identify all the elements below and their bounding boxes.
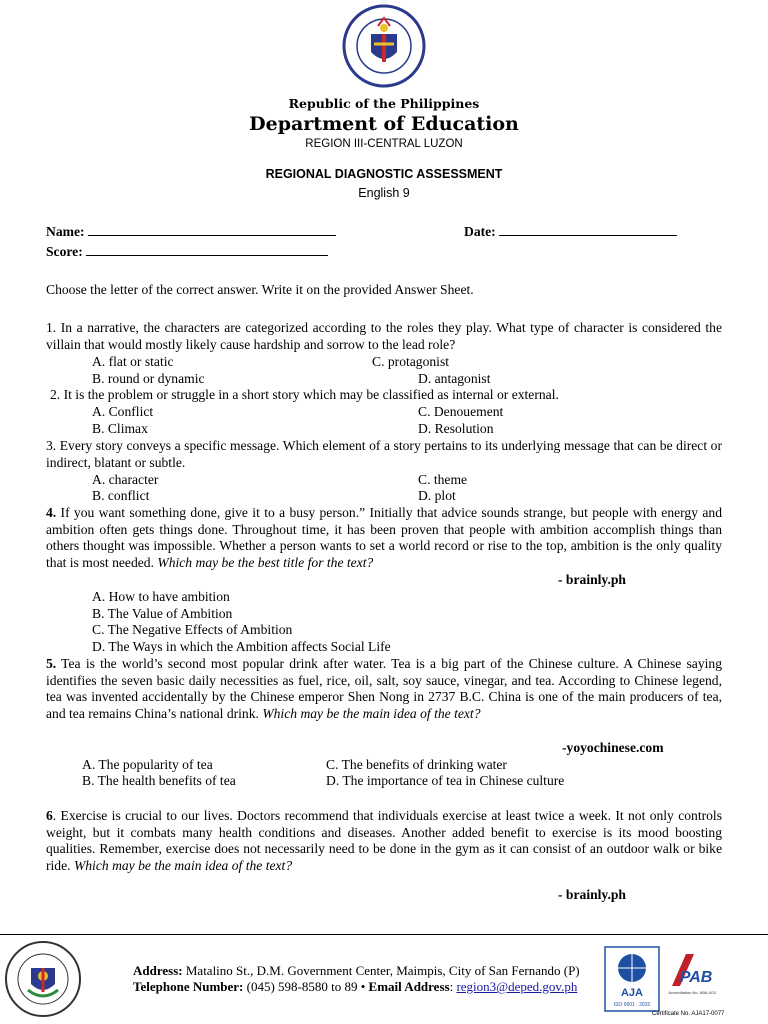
region-heading: REGION III-CENTRAL LUZON [305,138,463,150]
question-3: 3. Every story conveys a specific message. Which element of a story pertains to its underlying message that can be direct or indirect, blatant or subtle. [46,438,722,470]
pab-accreditation-logo [664,946,720,1012]
question-4 [46,505,722,572]
q1-option-b: B. round or dynamic [92,371,205,386]
name-blank[interactable] [88,223,336,236]
q5-option-c: C. The benefits of drinking water [326,757,507,772]
q4-passage: If you want something done, give it to a busy person.” Initially that advice sounds strange, but people with energy and ambition often gets things done. Throughout time, it has been proven that people with ambition accomplish things than others thought was impossible. Whether a person wants to set a world record or rise to the top, ambition is the only quality that is most needed. [46,505,722,571]
date-blank[interactable] [499,223,677,236]
q6-source: - brainly.ph [558,887,626,902]
q6-number: 6 [46,808,53,823]
q4-question: Which may be the best title for the text? [157,555,374,571]
footer-address [133,963,580,980]
q2-option-c: C. Denouement [418,404,504,419]
q5-source: -yoyochinese.com [562,740,664,755]
iso-text: ISO 9001 : 2015 [613,1002,651,1008]
address-value: Matalino St., D.M. Government Center, Maimpis, City of San Fernando (P) [182,963,580,978]
q5-option-b: B. The health benefits of tea [82,773,236,788]
deped-seal [342,4,426,88]
name-label: Name: [46,224,85,239]
score-field[interactable] [46,243,328,261]
q5-number: 5. [46,656,57,671]
q4-option-b: B. The Value of Ambition [92,606,233,621]
question-5 [46,656,722,723]
q3-option-c: C. theme [418,472,468,487]
q5-passage: Tea is the world’s second most popular drink after water. Tea is a big part of the Chinese culture. A Chinese saying identifies the seven basic daily necessities as fuel, rice, oil, salt, soy sauce, vinegar, and tea. According to Chinese legend, tea was invented accidentally by the Chinese emperor Shen Nong in 2737 B.C. China is one of the main producers of tea, and tea remains China’s national drink. [46,656,722,722]
question-2: 2. It is the problem or struggle in a short story which may be classified as internal or external. [50,387,559,402]
q2-option-a: A. Conflict [92,404,154,419]
question-6 [46,808,722,875]
phone-label: Telephone Number: [133,979,244,994]
date-label: Date: [464,224,496,239]
q4-option-c: C. The Negative Effects of Ambition [92,622,293,637]
q5-option-a: A. The popularity of tea [82,757,213,772]
q4-number: 4. [46,505,57,520]
score-label: Score: [46,244,83,259]
q4-option-a: A. How to have ambition [92,589,230,604]
q6-question: Which may be the main idea of the text? [73,858,293,874]
name-field[interactable] [46,223,336,241]
aja-certification-logo [604,946,660,1012]
q5-question: Which may be the main idea of the text? [262,706,481,722]
q3-option-d: D. plot [418,488,456,503]
email-colon: : [449,979,457,994]
email-link[interactable]: region3@deped.gov.ph [456,979,578,994]
q3-option-a: A. character [92,472,159,487]
republic-heading: Republic of the Philippines [288,96,480,111]
footer-contact [133,979,577,996]
q3-option-b: B. conflict [92,488,150,503]
instructions: Choose the letter of the correct answer. Write it on the provided Answer Sheet. [46,282,474,297]
q6-passage: . Exercise is crucial to our lives. Doctors recommend that individuals exercise at least twice a week. It not only controls weight, but it combats many health conditions and diseases. Another added benefit to exercise is its mood boosting qualities. Remember, exercise does not necessarily need to be done in the gym as it can consist of an outdoor walk or bike ride. [46,808,722,874]
q2-option-d: D. Resolution [418,421,494,436]
pab-text: PAB [679,969,713,986]
q5-option-d: D. The importance of tea in Chinese culture [326,773,565,788]
q4-option-d: D. The Ways in which the Ambition affects Social Life [92,639,391,654]
assessment-title: REGIONAL DIAGNOSTIC ASSESSMENT [265,167,503,181]
department-heading: Department of Education [249,113,519,135]
assessment-subject: English 9 [358,186,410,200]
address-label: Address: [133,963,183,978]
aja-text: AJA [620,987,644,999]
certificate-number: Certificate No. AJA17-0077 [652,1011,725,1017]
score-blank[interactable] [86,243,328,256]
deped-footer-seal [4,940,82,1018]
q1-option-d: D. antagonist [418,371,491,386]
q1-option-c: C. protagonist [372,354,450,369]
question-1: 1. In a narrative, the characters are categorized according to the roles they play. What type of character is considered the villain that would mostly likely cause hardship and sorrow to the lead role? [46,320,722,352]
q4-source: - brainly.ph [558,572,626,587]
email-label: Email Address [368,979,450,994]
q2-option-b: B. Climax [92,421,148,436]
footer-divider [0,934,768,935]
pab-sub-text: Accreditation No. ABA-003 [668,990,716,995]
q1-option-a: A. flat or static [92,354,174,369]
date-field[interactable] [464,223,677,241]
phone-value: (045) 598-8580 to 89 • [243,979,369,994]
